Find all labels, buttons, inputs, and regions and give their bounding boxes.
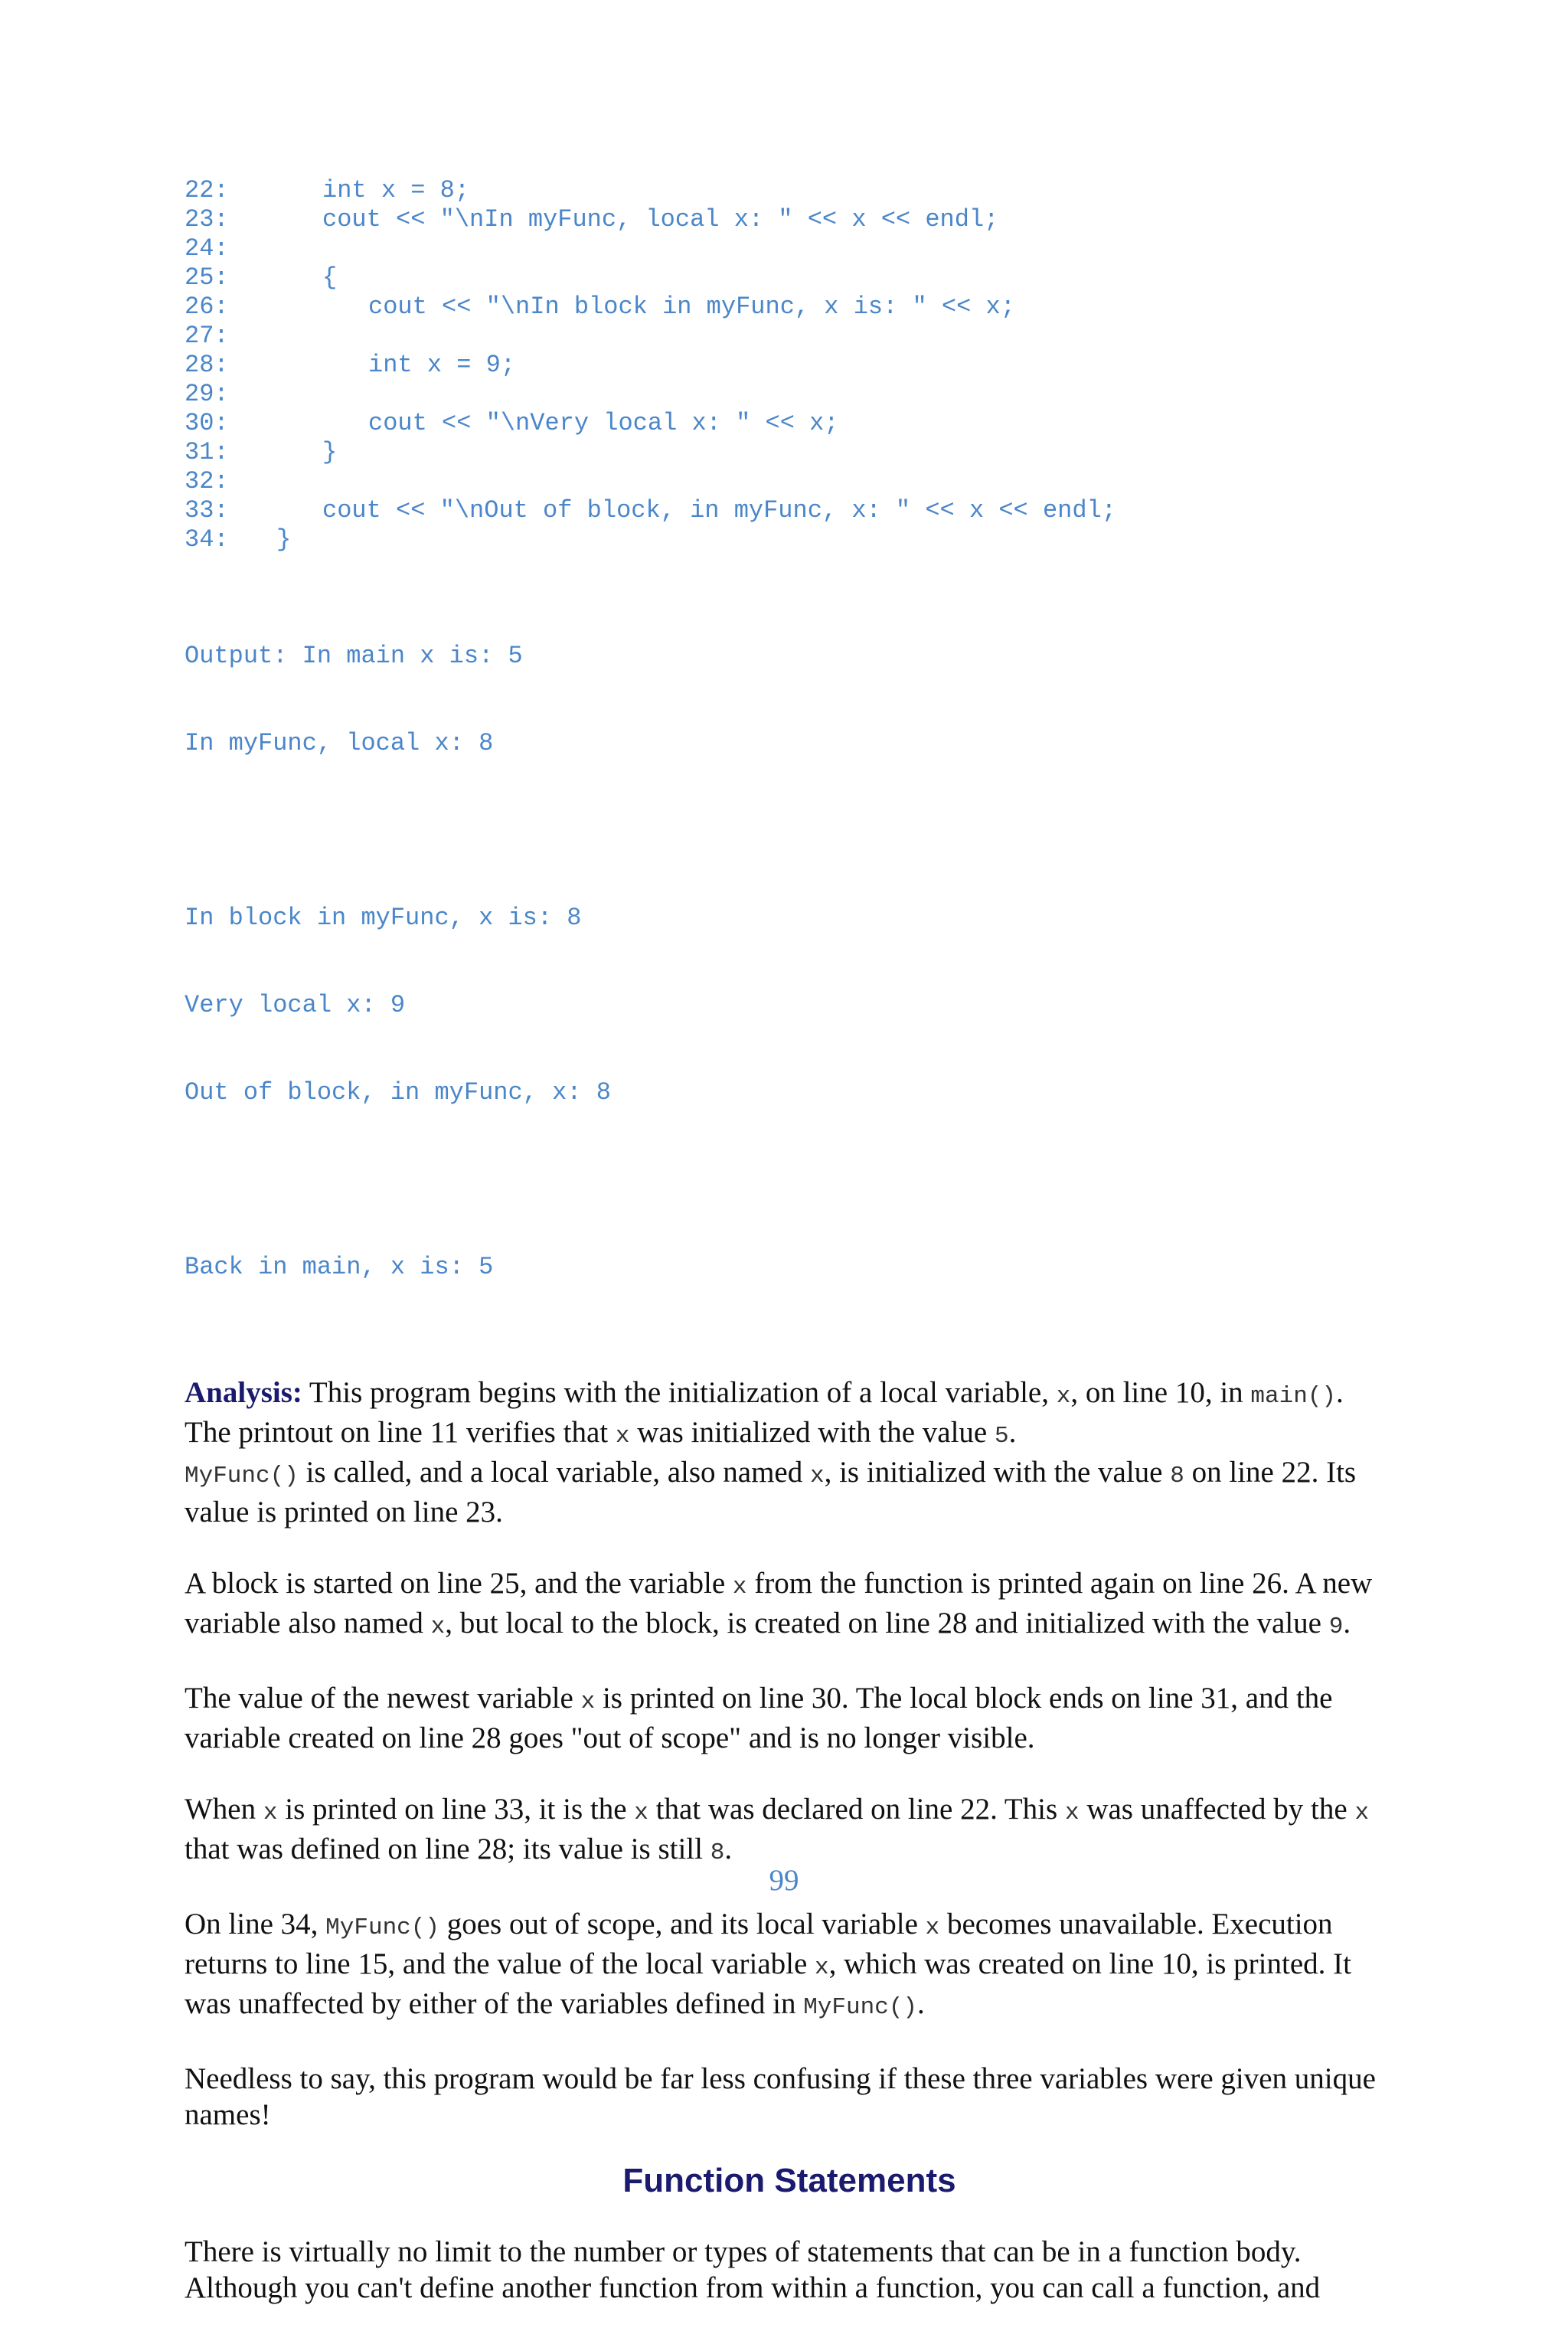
analysis-paragraph (185, 1375, 1394, 1530)
text-run: When (185, 1793, 263, 1826)
line-number: 30: (185, 409, 229, 437)
inline-code: x (1064, 1800, 1080, 1826)
inline-code: x (925, 1914, 940, 1941)
code-line (185, 525, 1394, 554)
page-content (185, 176, 1394, 2341)
code-line (185, 409, 1394, 438)
text-run: This program begins with the initialization of a local variable, (302, 1376, 1057, 1409)
text-run: . (724, 1833, 733, 1865)
code-text: cout << "\nIn block in myFunc, x is: " << x; (368, 293, 1015, 321)
text-run: becomes unavailable. Execution returns to line 15, and the value of the local variable (185, 1908, 1333, 1980)
text-run: that was defined on line 28; its value is still (185, 1833, 710, 1865)
text-run: The value of the newest variable (185, 1682, 581, 1715)
text-run: was initialized with the value (629, 1416, 995, 1449)
code-text: } (276, 525, 292, 554)
analysis-paragraph: Needless to say, this program would be far less confusing if these three variables were given unique names! (185, 2062, 1376, 2131)
inline-code: 8 (710, 1839, 725, 1866)
text-run: . (1343, 1607, 1351, 1640)
inline-code: MyFunc() (325, 1914, 439, 1941)
code-line (185, 496, 1394, 525)
text-run: , but local to the block, is created on line 28 and initialized with the value (445, 1607, 1329, 1640)
text-run: . The printout on line 11 verifies that (185, 1376, 1344, 1449)
line-number: 28: (185, 351, 229, 379)
analysis-text (185, 1375, 1394, 2133)
line-number: 24: (185, 234, 229, 263)
code-listing (185, 176, 1394, 554)
line-number: 31: (185, 438, 229, 466)
code-text: { (322, 263, 338, 292)
text-run: , which was created on line 10, is printed. It was unaffected by either of the variables defined in (185, 1947, 1351, 2020)
line-number: 32: (185, 467, 229, 495)
analysis-paragraph (185, 1680, 1394, 1756)
output-blank (185, 1166, 1394, 1195)
line-number: 26: (185, 293, 229, 321)
line-number: 23: (185, 205, 229, 234)
line-number: 25: (185, 263, 229, 292)
code-line (185, 322, 1394, 351)
section-body (185, 2234, 1394, 2306)
analysis-label: Analysis: (185, 1376, 302, 1409)
inline-code: MyFunc() (185, 1463, 299, 1489)
code-line (185, 263, 1394, 293)
text-run: . (1008, 1416, 1017, 1449)
output-line: In myFunc, local x: 8 (185, 729, 494, 757)
inline-code: x (263, 1800, 278, 1826)
text-run: A block is started on line 25, and the variable (185, 1567, 733, 1600)
line-number: 27: (185, 322, 229, 350)
inline-code: x (815, 1954, 829, 1981)
text-run: , is initialized with the value (824, 1456, 1171, 1489)
code-text: } (322, 438, 338, 466)
text-run: goes out of scope, and its local variable (439, 1908, 926, 1940)
output-line: Out of block, in myFunc, x: 8 (185, 1078, 611, 1107)
inline-code: x (732, 1574, 747, 1600)
analysis-paragraph (185, 1791, 1394, 1871)
text-run: was unaffected by the (1079, 1793, 1355, 1826)
inline-code: x (430, 1614, 446, 1640)
code-text: int x = 8; (322, 176, 470, 204)
inline-code: x (809, 1463, 825, 1489)
code-line (185, 351, 1394, 380)
code-line (185, 293, 1394, 322)
output-line: Output: In main x is: 5 (185, 642, 523, 670)
inline-code: x (634, 1800, 648, 1826)
code-text: int x = 9; (368, 351, 516, 379)
code-text: cout << "\nIn myFunc, local x: " << x << endl; (322, 205, 999, 234)
text-run: that was declared on line 22. This (648, 1793, 1065, 1826)
inline-code: 8 (1170, 1463, 1184, 1489)
text-run: is called, and a local variable, also named (298, 1456, 810, 1489)
analysis-paragraph (185, 1906, 1394, 2025)
section-paragraph: There is virtually no limit to the number or types of statements that can be in a function body. Although you can't define another function from within a function, you can call a function, and (185, 2235, 1321, 2304)
text-run: on line 22. Its value is printed on line 23. (185, 1456, 1357, 1529)
output-line: Very local x: 9 (185, 991, 406, 1019)
inline-code: MyFunc() (803, 1994, 918, 2021)
text-run: . (917, 1987, 925, 2020)
code-line (185, 234, 1394, 263)
code-line (185, 176, 1394, 205)
analysis-paragraph (185, 1565, 1394, 1645)
code-text: cout << "\nVery local x: " << x; (368, 409, 839, 437)
output-line: In block in myFunc, x is: 8 (185, 904, 582, 932)
text-run: , on line 10, in (1070, 1376, 1251, 1409)
output-blank (185, 816, 1394, 845)
inline-code: 9 (1328, 1614, 1344, 1640)
inline-code: x (1354, 1800, 1370, 1826)
output-line: Back in main, x is: 5 (185, 1253, 494, 1281)
code-text: cout << "\nOut of block, in myFunc, x: " << x << endl; (322, 496, 1116, 525)
line-number: 29: (185, 380, 229, 408)
code-line (185, 467, 1394, 496)
inline-code: x (1056, 1383, 1071, 1410)
text-run: from the function is printed again on line 26. A new variable also named (185, 1567, 1373, 1640)
code-line (185, 205, 1394, 234)
program-output (185, 584, 1394, 1340)
section-heading: Function Statements (622, 2162, 956, 2199)
code-line (185, 380, 1394, 409)
text-run: On line 34, (185, 1908, 326, 1940)
line-number: 33: (185, 496, 229, 525)
text-run: is printed on line 33, it is the (277, 1793, 635, 1826)
page-number: 99 (769, 1864, 799, 1897)
line-number: 34: (185, 525, 229, 554)
inline-code: x (615, 1423, 630, 1450)
inline-code: x (580, 1689, 596, 1715)
line-number: 22: (185, 176, 229, 204)
inline-code: main() (1250, 1383, 1337, 1410)
code-line (185, 438, 1394, 467)
text-run: is printed on line 30. The local block ends on line 31, and the variable created on line 28 goes "out of scope" and is no longer visible. (185, 1682, 1333, 1754)
inline-code: 5 (994, 1423, 1009, 1450)
